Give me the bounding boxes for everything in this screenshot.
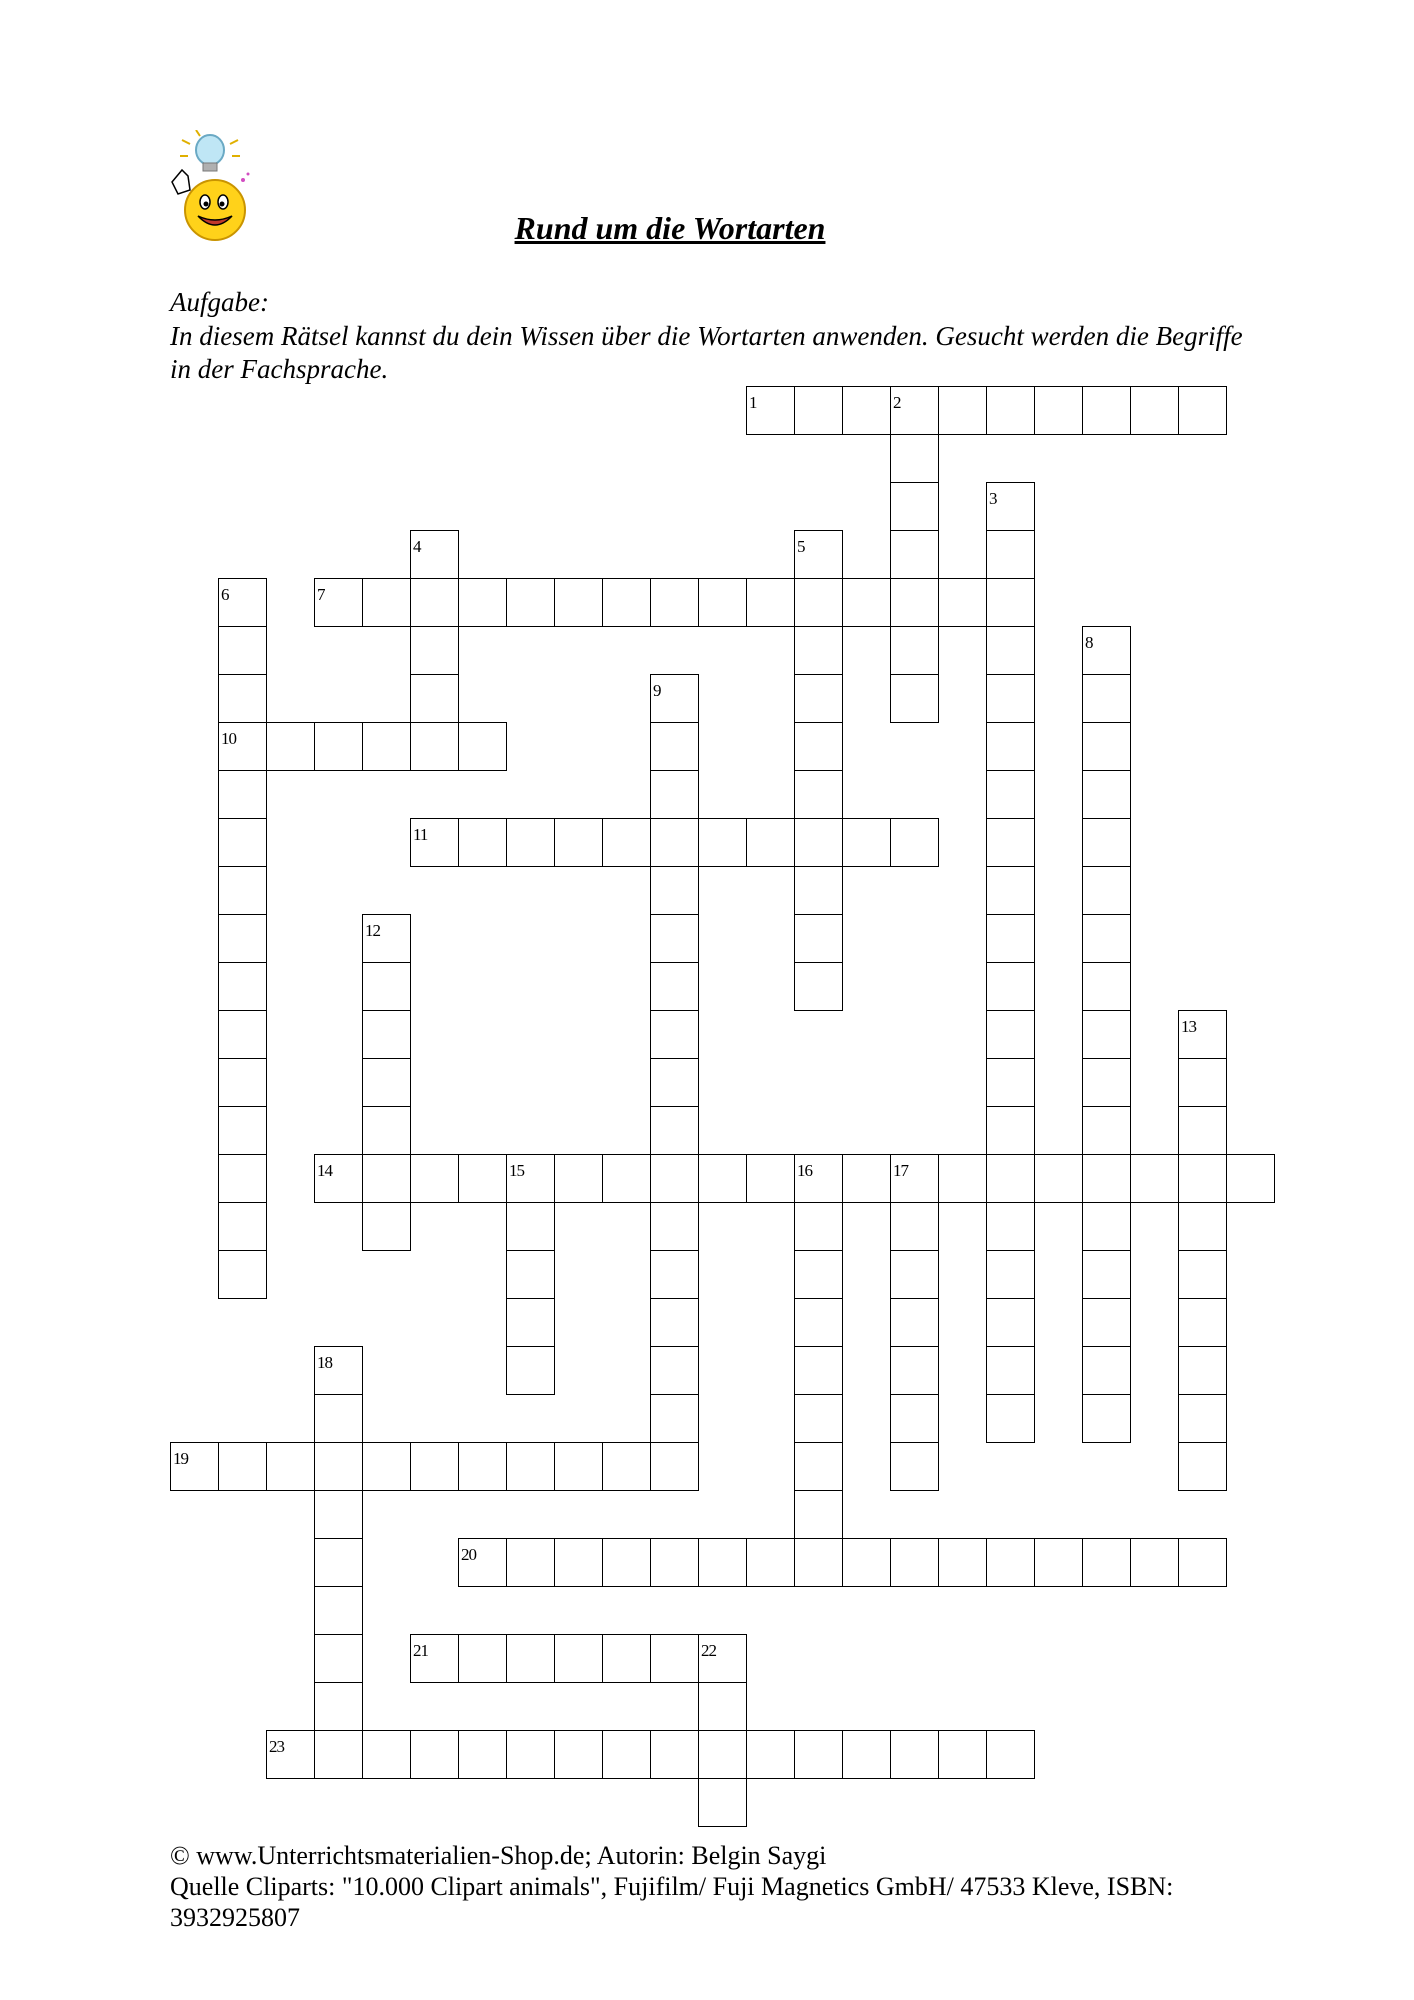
clue-number: 19 (173, 1449, 188, 1468)
crossword-cell[interactable] (1082, 1298, 1131, 1347)
crossword-cell[interactable] (650, 1730, 699, 1779)
crossword-cell[interactable] (218, 1250, 267, 1299)
crossword-cell[interactable] (218, 674, 267, 723)
crossword-cell[interactable] (986, 1538, 1035, 1587)
crossword-cell[interactable] (314, 1730, 363, 1779)
crossword-cell[interactable] (890, 818, 939, 867)
crossword-cell[interactable] (890, 1346, 939, 1395)
crossword-cell[interactable] (986, 1730, 1035, 1779)
crossword-cell[interactable] (986, 482, 1035, 531)
crossword-cell[interactable] (410, 1442, 459, 1491)
crossword-cell[interactable] (650, 578, 699, 627)
crossword-cell[interactable] (890, 674, 939, 723)
footer-copyright: © www.Unterrichtsmaterialien-Shop.de; Autorin: Belgin Saygi (170, 1841, 827, 1870)
crossword-cell[interactable] (314, 1346, 363, 1395)
crossword-cell[interactable] (362, 1106, 411, 1155)
crossword-cell[interactable] (1082, 1538, 1131, 1587)
crossword-cell[interactable] (458, 1538, 507, 1587)
crossword-cell[interactable] (458, 578, 507, 627)
crossword-cell[interactable] (362, 1154, 411, 1203)
task-label: Aufgabe: (170, 287, 269, 317)
crossword-cell[interactable] (986, 1058, 1035, 1107)
crossword-cell[interactable] (842, 386, 891, 435)
crossword-cell[interactable] (794, 818, 843, 867)
crossword-cell[interactable] (602, 1154, 651, 1203)
crossword-cell[interactable] (794, 914, 843, 963)
crossword-cell[interactable] (746, 1730, 795, 1779)
crossword-cell[interactable] (794, 722, 843, 771)
crossword-cell[interactable] (362, 914, 411, 963)
crossword-cell[interactable] (890, 1394, 939, 1443)
crossword-cell[interactable] (1034, 1154, 1083, 1203)
crossword-cell[interactable] (1178, 386, 1227, 435)
crossword-cell[interactable] (890, 530, 939, 579)
crossword-cell[interactable] (266, 1442, 315, 1491)
crossword-cell[interactable] (698, 578, 747, 627)
crossword-cell[interactable] (842, 1538, 891, 1587)
crossword-cell[interactable] (650, 722, 699, 771)
crossword-cell[interactable] (650, 674, 699, 723)
crossword-cell[interactable] (1178, 1346, 1227, 1395)
crossword-cell[interactable] (698, 1730, 747, 1779)
footer (170, 1840, 1270, 1933)
crossword-cell[interactable] (986, 818, 1035, 867)
crossword-cell[interactable] (890, 386, 939, 435)
crossword-cell[interactable] (218, 1106, 267, 1155)
crossword-cell[interactable] (650, 1010, 699, 1059)
task-description: In diesem Rätsel kannst du dein Wissen über die Wortarten anwenden. Gesucht werden die Begriffe in der Fachsprache. (170, 321, 1243, 384)
crossword-cell[interactable] (986, 578, 1035, 627)
crossword-cell[interactable] (410, 722, 459, 771)
crossword-cell[interactable] (602, 818, 651, 867)
crossword-cell[interactable] (1178, 1058, 1227, 1107)
clue-number: 2 (893, 393, 901, 412)
crossword-cell[interactable] (314, 1538, 363, 1587)
crossword-cell[interactable] (554, 1730, 603, 1779)
crossword-cell[interactable] (458, 1154, 507, 1203)
crossword-cell[interactable] (698, 818, 747, 867)
crossword-cell[interactable] (602, 1442, 651, 1491)
crossword-cell[interactable] (458, 1634, 507, 1683)
crossword-cell[interactable] (890, 578, 939, 627)
crossword-cell[interactable] (842, 1154, 891, 1203)
crossword-cell[interactable] (938, 1730, 987, 1779)
crossword-cell[interactable] (410, 1634, 459, 1683)
crossword-cell[interactable] (650, 1394, 699, 1443)
clue-number: 21 (413, 1641, 428, 1660)
crossword-cell[interactable] (1178, 1442, 1227, 1491)
crossword-cell[interactable] (794, 1730, 843, 1779)
clue-number: 23 (269, 1737, 284, 1756)
crossword-cell[interactable] (506, 1634, 555, 1683)
crossword-cell[interactable] (218, 722, 267, 771)
clue-number: 16 (797, 1161, 812, 1180)
crossword-cell[interactable] (746, 1154, 795, 1203)
clue-number: 22 (701, 1641, 716, 1660)
crossword-cell[interactable] (986, 1106, 1035, 1155)
clue-number: 8 (1085, 633, 1093, 652)
crossword-cell[interactable] (266, 722, 315, 771)
crossword-cell[interactable] (794, 1490, 843, 1539)
crossword-cell[interactable] (746, 386, 795, 435)
crossword-cell[interactable] (650, 818, 699, 867)
crossword-cell[interactable] (794, 578, 843, 627)
crossword-cell[interactable] (410, 674, 459, 723)
crossword-cell[interactable] (506, 818, 555, 867)
crossword-cell[interactable] (506, 1154, 555, 1203)
crossword-cell[interactable] (650, 866, 699, 915)
crossword-cell[interactable] (938, 1154, 987, 1203)
crossword-cell[interactable] (506, 1202, 555, 1251)
clue-number: 20 (461, 1545, 476, 1564)
crossword-cell[interactable] (842, 818, 891, 867)
crossword-cell[interactable] (794, 1346, 843, 1395)
crossword-cell[interactable] (602, 1634, 651, 1683)
crossword-cell[interactable] (1178, 1538, 1227, 1587)
crossword-cell[interactable] (1178, 1010, 1227, 1059)
crossword-cell[interactable] (1178, 1106, 1227, 1155)
crossword-cell[interactable] (650, 1154, 699, 1203)
crossword-cell[interactable] (890, 626, 939, 675)
crossword-cell[interactable] (314, 1394, 363, 1443)
crossword-cell[interactable] (314, 1634, 363, 1683)
crossword-cell[interactable] (362, 1442, 411, 1491)
crossword-cell[interactable] (218, 770, 267, 819)
crossword-cell[interactable] (986, 626, 1035, 675)
crossword-cell[interactable] (794, 386, 843, 435)
crossword-cell[interactable] (362, 578, 411, 627)
crossword-cell[interactable] (458, 1730, 507, 1779)
crossword-cell[interactable] (554, 578, 603, 627)
crossword-cell[interactable] (986, 770, 1035, 819)
clue-number: 6 (221, 585, 229, 604)
crossword-cell[interactable] (1178, 1394, 1227, 1443)
crossword-cell[interactable] (650, 1634, 699, 1683)
crossword-cell[interactable] (650, 1106, 699, 1155)
crossword-cell[interactable] (842, 1730, 891, 1779)
crossword-cell[interactable] (218, 962, 267, 1011)
crossword-cell[interactable] (506, 1442, 555, 1491)
crossword-cell[interactable] (554, 1442, 603, 1491)
crossword-cell[interactable] (1130, 1154, 1179, 1203)
crossword-cell[interactable] (410, 818, 459, 867)
crossword-cell[interactable] (698, 1778, 747, 1827)
crossword-cell[interactable] (1082, 1202, 1131, 1251)
crossword-cell[interactable] (794, 1442, 843, 1491)
crossword-cell[interactable] (410, 1730, 459, 1779)
crossword-cell[interactable] (218, 1154, 267, 1203)
clue-number: 13 (1181, 1017, 1196, 1036)
crossword-cell[interactable] (1082, 1250, 1131, 1299)
crossword-cell[interactable] (458, 818, 507, 867)
crossword-cell[interactable] (890, 1730, 939, 1779)
crossword-cell[interactable] (890, 1154, 939, 1203)
crossword-cell[interactable] (362, 1010, 411, 1059)
crossword-cell[interactable] (650, 1298, 699, 1347)
crossword-cell[interactable] (794, 674, 843, 723)
crossword-cell[interactable] (1082, 1346, 1131, 1395)
crossword-cell[interactable] (362, 1202, 411, 1251)
crossword-cell[interactable] (650, 1346, 699, 1395)
crossword-cell[interactable] (410, 530, 459, 579)
crossword-cell[interactable] (650, 962, 699, 1011)
crossword-cell[interactable] (890, 1250, 939, 1299)
crossword-cell[interactable] (986, 1250, 1035, 1299)
crossword-cell[interactable] (794, 1202, 843, 1251)
crossword-cell[interactable] (794, 962, 843, 1011)
crossword-cell[interactable] (650, 1538, 699, 1587)
clue-number: 3 (989, 489, 997, 508)
crossword-cell[interactable] (1034, 386, 1083, 435)
crossword-cell[interactable] (890, 1298, 939, 1347)
crossword-cell[interactable] (218, 818, 267, 867)
crossword-cell[interactable] (314, 722, 363, 771)
crossword-cell[interactable] (986, 1154, 1035, 1203)
crossword-cell[interactable] (506, 1538, 555, 1587)
crossword-cell[interactable] (986, 722, 1035, 771)
crossword-cell[interactable] (314, 1442, 363, 1491)
worksheet-title: Rund um die Wortarten (514, 210, 826, 246)
crossword-cell[interactable] (506, 1298, 555, 1347)
crossword-cell[interactable] (506, 1250, 555, 1299)
crossword-cell[interactable] (746, 578, 795, 627)
footer-clipart-source: Quelle Cliparts: "10.000 Clipart animals", Fujifilm/ Fuji Magnetics GmbH/ 47533 Kleve, ISBN: 3932925807 (170, 1872, 1174, 1932)
crossword-cell[interactable] (986, 1346, 1035, 1395)
crossword-cell[interactable] (1082, 386, 1131, 435)
crossword-cell[interactable] (794, 866, 843, 915)
crossword-cell[interactable] (986, 386, 1035, 435)
crossword-cell[interactable] (650, 1442, 699, 1491)
crossword-cell[interactable] (794, 1154, 843, 1203)
crossword-cell[interactable] (218, 866, 267, 915)
crossword-cell[interactable] (986, 674, 1035, 723)
crossword-cell[interactable] (554, 1538, 603, 1587)
crossword-cell[interactable] (698, 1538, 747, 1587)
crossword-cell[interactable] (362, 962, 411, 1011)
crossword-cell[interactable] (362, 1058, 411, 1107)
crossword-cell[interactable] (554, 818, 603, 867)
crossword-cell[interactable] (218, 1442, 267, 1491)
crossword-cell[interactable] (218, 1058, 267, 1107)
clue-number: 5 (797, 537, 805, 556)
crossword-cell[interactable] (458, 722, 507, 771)
crossword-cell[interactable] (1082, 1394, 1131, 1443)
clue-number: 10 (221, 729, 236, 748)
crossword-cell[interactable] (650, 1250, 699, 1299)
crossword-cell[interactable] (218, 626, 267, 675)
crossword-cell[interactable] (890, 1442, 939, 1491)
crossword-cell[interactable] (506, 1730, 555, 1779)
crossword-cell[interactable] (794, 1250, 843, 1299)
crossword-cell[interactable] (1082, 626, 1131, 675)
crossword-cell[interactable] (746, 818, 795, 867)
crossword-cell[interactable] (506, 1346, 555, 1395)
crossword-cell[interactable] (1178, 1250, 1227, 1299)
crossword-cell[interactable] (314, 578, 363, 627)
crossword-cell[interactable] (554, 1634, 603, 1683)
crossword-cell[interactable] (314, 1682, 363, 1731)
crossword-cell[interactable] (1082, 1010, 1131, 1059)
crossword-cell[interactable] (218, 914, 267, 963)
crossword-cell[interactable] (794, 530, 843, 579)
crossword-cell[interactable] (794, 1298, 843, 1347)
crossword-cell[interactable] (650, 1202, 699, 1251)
crossword-cell[interactable] (1178, 1154, 1227, 1203)
crossword-cell[interactable] (698, 1682, 747, 1731)
crossword-cell[interactable] (314, 1154, 363, 1203)
clue-number: 4 (413, 537, 421, 556)
crossword-cell[interactable] (1082, 866, 1131, 915)
crossword-cell[interactable] (554, 1154, 603, 1203)
crossword-cell[interactable] (1082, 962, 1131, 1011)
crossword-cell[interactable] (650, 914, 699, 963)
crossword-cell[interactable] (1082, 674, 1131, 723)
crossword-cell[interactable] (986, 866, 1035, 915)
crossword-cell[interactable] (602, 1730, 651, 1779)
crossword-cell[interactable] (602, 578, 651, 627)
crossword-cell[interactable] (1034, 1538, 1083, 1587)
crossword-cell[interactable] (314, 1490, 363, 1539)
clue-number: 14 (317, 1161, 332, 1180)
crossword-cell[interactable] (698, 1154, 747, 1203)
crossword-cell[interactable] (938, 578, 987, 627)
clue-number: 11 (413, 825, 428, 844)
crossword-cell[interactable] (650, 770, 699, 819)
crossword-cell[interactable] (986, 1298, 1035, 1347)
crossword-cell[interactable] (1082, 1154, 1131, 1203)
clue-number: 17 (893, 1161, 908, 1180)
crossword-cell[interactable] (794, 1394, 843, 1443)
crossword-cell[interactable] (794, 626, 843, 675)
crossword-cell[interactable] (266, 1730, 315, 1779)
crossword-cell[interactable] (698, 1634, 747, 1683)
crossword-cell[interactable] (410, 626, 459, 675)
crossword-cell[interactable] (890, 1202, 939, 1251)
crossword-cell[interactable] (890, 1538, 939, 1587)
crossword-cell[interactable] (986, 530, 1035, 579)
crossword-cell[interactable] (890, 482, 939, 531)
crossword-cell[interactable] (1082, 722, 1131, 771)
crossword-cell[interactable] (218, 1202, 267, 1251)
crossword-cell[interactable] (170, 1442, 219, 1491)
crossword-cell[interactable] (1130, 1538, 1179, 1587)
clue-number: 18 (317, 1353, 332, 1372)
clue-number: 7 (317, 585, 325, 604)
crossword-cell[interactable] (842, 578, 891, 627)
crossword-cell[interactable] (458, 1442, 507, 1491)
crossword-cell[interactable] (1226, 1154, 1275, 1203)
crossword-cell[interactable] (1082, 1106, 1131, 1155)
crossword-cell[interactable] (1082, 914, 1131, 963)
clue-number: 1 (749, 393, 757, 412)
crossword-cell[interactable] (650, 1058, 699, 1107)
crossword-cell[interactable] (986, 1202, 1035, 1251)
crossword-cell[interactable] (1130, 386, 1179, 435)
crossword-cell[interactable] (1082, 1058, 1131, 1107)
crossword-cell[interactable] (218, 578, 267, 627)
crossword-cell[interactable] (794, 1538, 843, 1587)
crossword-cell[interactable] (1082, 770, 1131, 819)
crossword-cell[interactable] (794, 770, 843, 819)
crossword-cell[interactable] (506, 578, 555, 627)
clue-number: 9 (653, 681, 661, 700)
crossword-cell[interactable] (986, 962, 1035, 1011)
crossword-cell[interactable] (218, 1010, 267, 1059)
crossword-cell[interactable] (1178, 1298, 1227, 1347)
crossword-cell[interactable] (986, 1010, 1035, 1059)
crossword-cell[interactable] (362, 722, 411, 771)
clue-number: 15 (509, 1161, 524, 1180)
crossword-cell[interactable] (746, 1538, 795, 1587)
crossword-cell[interactable] (890, 434, 939, 483)
crossword-cell[interactable] (986, 1394, 1035, 1443)
crossword-cell[interactable] (410, 578, 459, 627)
crossword-cell[interactable] (410, 1154, 459, 1203)
crossword-cell[interactable] (314, 1586, 363, 1635)
crossword-cell[interactable] (938, 1538, 987, 1587)
crossword-cell[interactable] (1082, 818, 1131, 867)
clue-number: 12 (365, 921, 380, 940)
crossword-cell[interactable] (938, 386, 987, 435)
crossword-cell[interactable] (1178, 1202, 1227, 1251)
crossword-cell[interactable] (602, 1538, 651, 1587)
crossword-cell[interactable] (986, 914, 1035, 963)
crossword-cell[interactable] (362, 1730, 411, 1779)
